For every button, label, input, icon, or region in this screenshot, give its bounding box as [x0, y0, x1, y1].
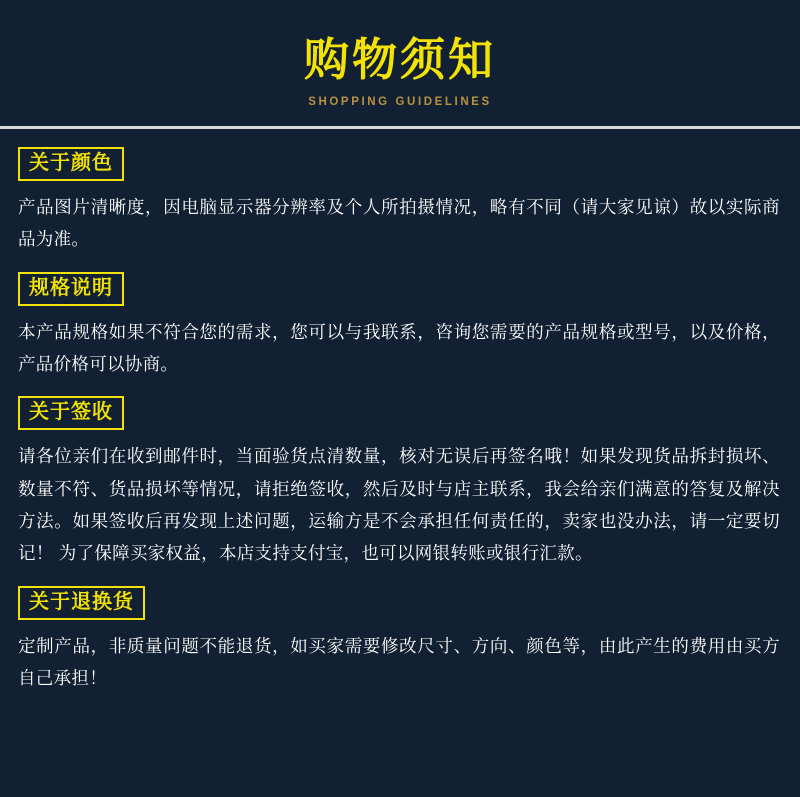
section-returns [18, 586, 782, 695]
section-heading-color: 关于颜色 [18, 147, 124, 181]
section-receiving [18, 396, 782, 570]
page-subtitle: SHOPPING GUIDELINES [308, 95, 492, 108]
section-body-returns: 定制产品，非质量问题不能退货，如买家需要修改尺寸、方向、颜色等，由此产生的费用由买方自己承担！ [18, 635, 780, 689]
section-body-color: 产品图片清晰度，因电脑显示器分辨率及个人所拍摄情况，略有不同（请大家见谅）故以实际商品为准。 [18, 196, 780, 250]
section-specification [18, 272, 782, 381]
page-header [0, 0, 800, 126]
section-heading-returns: 关于退换货 [18, 586, 145, 620]
section-heading-specification: 规格说明 [18, 272, 124, 306]
section-body-specification: 本产品规格如果不符合您的需求，您可以与我联系，咨询您需要的产品规格或型号，以及价格，产品价格可以协商。 [18, 321, 780, 374]
section-color [18, 147, 782, 256]
page-title: 购物须知 [303, 34, 496, 85]
section-heading-receiving: 关于签收 [18, 396, 124, 430]
section-body-receiving: 请各位亲们在收到邮件时，当面验货点清数量，核对无误后再签名哦！如果发现货品拆封损坏、数量不符、货品损坏等情况，请拒绝签收，然后及时与店主联系，我会给亲们满意的答复及解决方法。如果签收后再发现上述问题，运输方是不会承担任何责任的，卖家也没办法，请一定要切记！ 为了保障买家权益，本店支持支付宝，也可以网银转账或银行汇款。 [18, 446, 780, 564]
guidelines-content [0, 129, 800, 695]
